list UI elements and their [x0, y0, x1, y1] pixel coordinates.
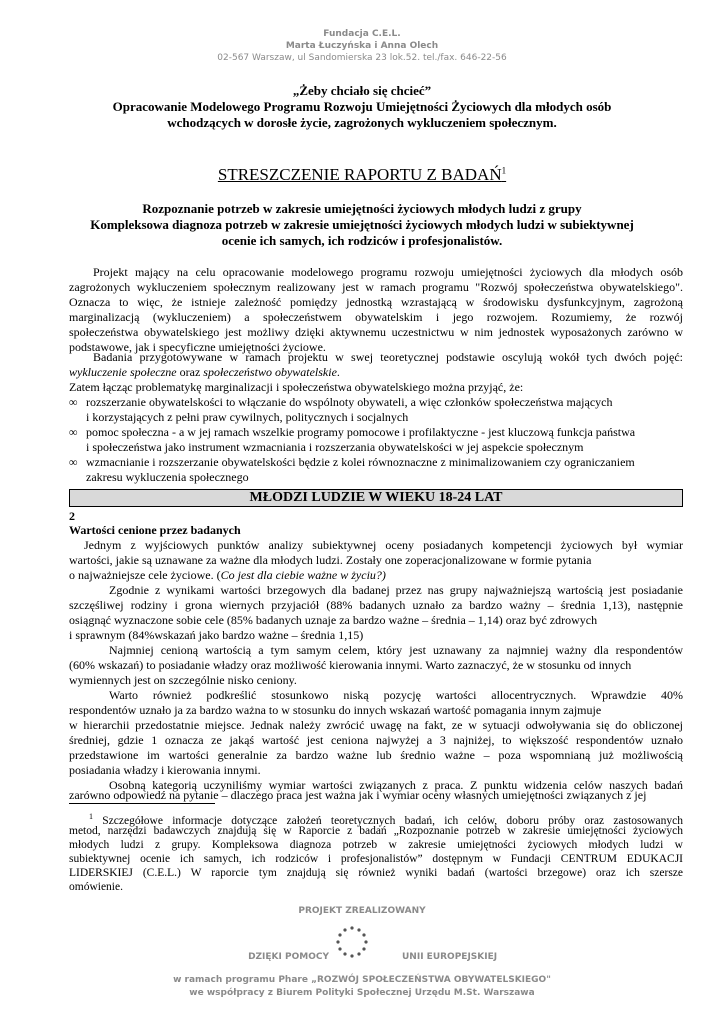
body-line — [69, 568, 655, 582]
header-org: Fundacja C.E.L. — [323, 29, 401, 39]
footer-program: w ramach programu Phare „ROZWÓJ SPOŁECZEŃSTWA OBYWATELSKIEGO" — [173, 975, 551, 985]
footnote-line: metod, narzędzi badawczych znajdują się w Raporcie z badań „Rozpoznanie potrzeb w zakresie umiejętności życiowych — [69, 825, 683, 837]
body-line: przedstawione im wartości generalnie za bardzo ważne lub średnio ważne – poza wspomnianą już możliwością — [69, 748, 683, 762]
bullet-icon: ∞ — [69, 395, 78, 409]
footer-project: PROJEKT ZREALIZOWANY — [298, 906, 426, 916]
section-header: MŁODZI LUDZIE W WIEKU 18-24 LAT — [69, 489, 683, 507]
term-civil-society: społeczeństwo obywatelskie — [203, 365, 337, 379]
section-heading: Wartości cenione przez badanych — [69, 523, 241, 537]
intro-line: marginalizacją (wykluczeniem) a społeczeństwem obywatelskim i jego rozwojem. Rozumiemy, że rozwój — [69, 310, 683, 324]
footnote-separator — [69, 803, 215, 804]
body-line: szczęśliwej rodziny i grona wiernych przyjaciół (88% badanych uznało za bardzo ważny – średnia 1,13), następnie — [69, 598, 683, 612]
body-line: respondentów uznało ja za bardzo ważna to w stosunku do innych wskazań wartość pomagania innym zajmuje — [69, 703, 602, 717]
header-authors: Marta Łuczyńska i Anna Olech — [285, 41, 439, 51]
intro-line: zagrożonych wykluczeniem społecznym realizowany jest w ramach programu "Rozwój społeczeństwa obywatelskiego". — [69, 280, 683, 294]
body-line: Zgodnie z wynikami wartości brzegowych dla badanej przez nas grupy najważniejszą wartością jest posiadanie — [109, 583, 683, 597]
subtitle-line-3: ocenie ich samych, ich rodziców i profesjonalistów. — [221, 233, 503, 248]
body-line: Jednym z wyjściowych punktów analizy subiektywnej oceny posiadanych kompetencji życiowych był wymiar — [84, 538, 683, 552]
body-line: osiągnąć wyznaczone sobie cele (85% badanych uznaje za bardzo ważne – średnia – 1,14) oraz być zdrowych — [69, 613, 598, 627]
body-line: (60% wskazań) to posiadanie władzy oraz możliwość kierowania innymi. Warto zaznaczyć, że w stosunku od innych — [69, 658, 632, 672]
section-number: 2 — [69, 509, 75, 523]
footnote-text: Szczegółowe informacje dotyczące założeń teoretycznych badań, ich celów, doboru próby oraz zastosowanych — [102, 814, 684, 827]
body-line: posiadania władzy i kierowania innymi. — [69, 763, 261, 777]
subtitle-line-2: Kompleksowa diagnoza potrzeb w zakresie umiejętności życiowych młodych ludzi w subiektywnej — [90, 217, 634, 232]
body-line: Osobną kategorią uczyniliśmy wymiar wartości związanych z praca. Z punktu widzenia celów naszych badań — [109, 778, 683, 792]
footer-cooperation: we współpracy z Biurem Polityki Społecznej Urzędu M.St. Warszawa — [189, 988, 535, 998]
body-line: Warto również podkreślić stosunkowo niską pozycję wartości allocentrycznych. Wprawdzie 40% — [109, 688, 683, 702]
header-address: 02-567 Warszaw, ul Sandomierska 23 lok.52. tel./fax. 646-22-56 — [217, 53, 507, 63]
project-line-1: Opracowanie Modelowego Programu Rozwoju Umiejętności Życiowych dla młodych osób — [112, 99, 612, 114]
footnote-mark: 1 — [89, 812, 93, 821]
project-line-2: wchodzących w dorosłe życie, zagrożonych wykluczeniem społecznym. — [167, 115, 557, 130]
body-line: wymiennych jest on szczególnie nisko ceniony. — [69, 673, 297, 687]
intro-line: Projekt mający na celu opracowanie modelowego programu rozwoju umiejętności życiowych dla młodych osób — [93, 265, 683, 279]
footnote-ref-1: 1 — [501, 165, 507, 176]
term-exclusion: wykluczenie społeczne — [69, 365, 177, 379]
intro-line: Badania przygotowywane w ramach projektu w swej teoretycznej podstawie oscylują wokół tych dwóch pojęć: — [93, 350, 683, 364]
bullet-text: wzmacnianie i rozszerzanie obywatelskości będzie z kolei równoznaczne z minimalizowaniem czy ograniczaniem — [86, 455, 635, 469]
footer-support-right: UNII EUROPEJSKIEJ — [402, 952, 498, 962]
intro-period: . — [336, 365, 340, 379]
bullet-icon: ∞ — [69, 455, 78, 469]
footnote-line: LIDERSKIEJ (C.E.L.) W raporcie tym znajdują się również wyniki badań (wartości brzegowe) oraz ich szersze — [69, 867, 683, 879]
intro-line: Oznacza to więc, że istnieje zależność pomiędzy jednostką wzrastającą w środowisku dysfunkcyjnym, zagrożoną — [69, 295, 683, 309]
footnote-line: młodych ludzi z grupy. Kompleksowa diagnoza potrzeb w zakresie umiejętności życiowych młodych ludzi w — [69, 839, 683, 851]
bullet-text: pomoc społeczna - a w jej ramach wszelkie programy pomocowe i profilaktyczne - jest kluczową funkcja państwa — [86, 425, 636, 439]
footer-support-left: DZIĘKI POMOCY — [248, 952, 329, 962]
body-line: w hierarchii przedostatnie miejsce. Jednak należy zwrócić uwagę na fakt, ze w sytuacji odwoływania się do obliczonej — [69, 718, 683, 732]
intro-line: podstawowe, jak i specyficzne umiejętności życiowe. — [69, 340, 326, 354]
project-quote: „Żeby chciało się chcieć” — [292, 83, 432, 98]
intro-line: społeczeństwa obywatelskiego jest możliwy dzięki aktywnemu uczestnictwu w nim jednostek wyposażonych zarówno w — [69, 325, 683, 339]
bullet-text: rozszerzanie obywatelskości to włączanie do wspólnoty obywateli, a więc członków społeczeństwa mających — [86, 395, 613, 409]
intro-line: Zatem łącząc problematykę marginalizacji i społeczeństwa obywatelskiego można przyjąć, że: — [69, 380, 524, 394]
bullet-text: zakresu wykluczenia społecznego — [86, 470, 249, 484]
intro-connector: oraz — [176, 365, 204, 379]
page-title-text: STRESZCZENIE RAPORTU Z BADAŃ — [217, 165, 502, 184]
subtitle-line-1: Rozpoznanie potrzeb w zakresie umiejętności życiowych młodych ludzi z grupy — [142, 201, 582, 216]
bullet-text: i korzystających z pełni praw cywilnych, politycznych i socjalnych — [86, 410, 409, 424]
body-line: wartości, jakie są uznawane za ważne dla młodych ludzi. Zostały one zoperacjonalizowane w formie pytania — [69, 553, 592, 567]
body-line: i sprawnym (84%wskazań jako bardzo ważne – średnia 1,15) — [69, 628, 364, 642]
question-lead: o najważniejsze cele życiowe. ( — [69, 568, 221, 582]
bullet-text: i społeczeństwa jako instrument wzmacniania i rozszerzania obywatelskości w jej aspekcie społecznym — [86, 440, 584, 454]
footnote-line: subiektywnej ocenie ich samych, ich rodziców i profesjonalistów” dostępnym w Fundacji CENTRUM EDUKACJI — [69, 853, 683, 865]
intro-line — [69, 365, 655, 379]
body-line: Najmniej cenioną wartością a tym samym celem, który jest uznawany za najmniej ważny dla respondentów — [109, 643, 683, 657]
bullet-icon: ∞ — [69, 425, 78, 439]
body-line: zarówno odpowiedź na pytanie – dlaczego praca jest ważna jak i wymiar oceny własnych umiejętności związanych z jej — [69, 788, 647, 802]
body-line: średniej, gdzie 1 oznacza ze jakąś wartość jest ceniona najwyżej a 3 najniżej, to większość respondentów uznało — [69, 733, 683, 747]
page-title — [0, 165, 724, 185]
footnote-line: omówienie. — [69, 881, 123, 893]
footer-support-row — [0, 952, 724, 966]
question-text: Co jest dla ciebie ważne w życiu?) — [220, 568, 386, 582]
